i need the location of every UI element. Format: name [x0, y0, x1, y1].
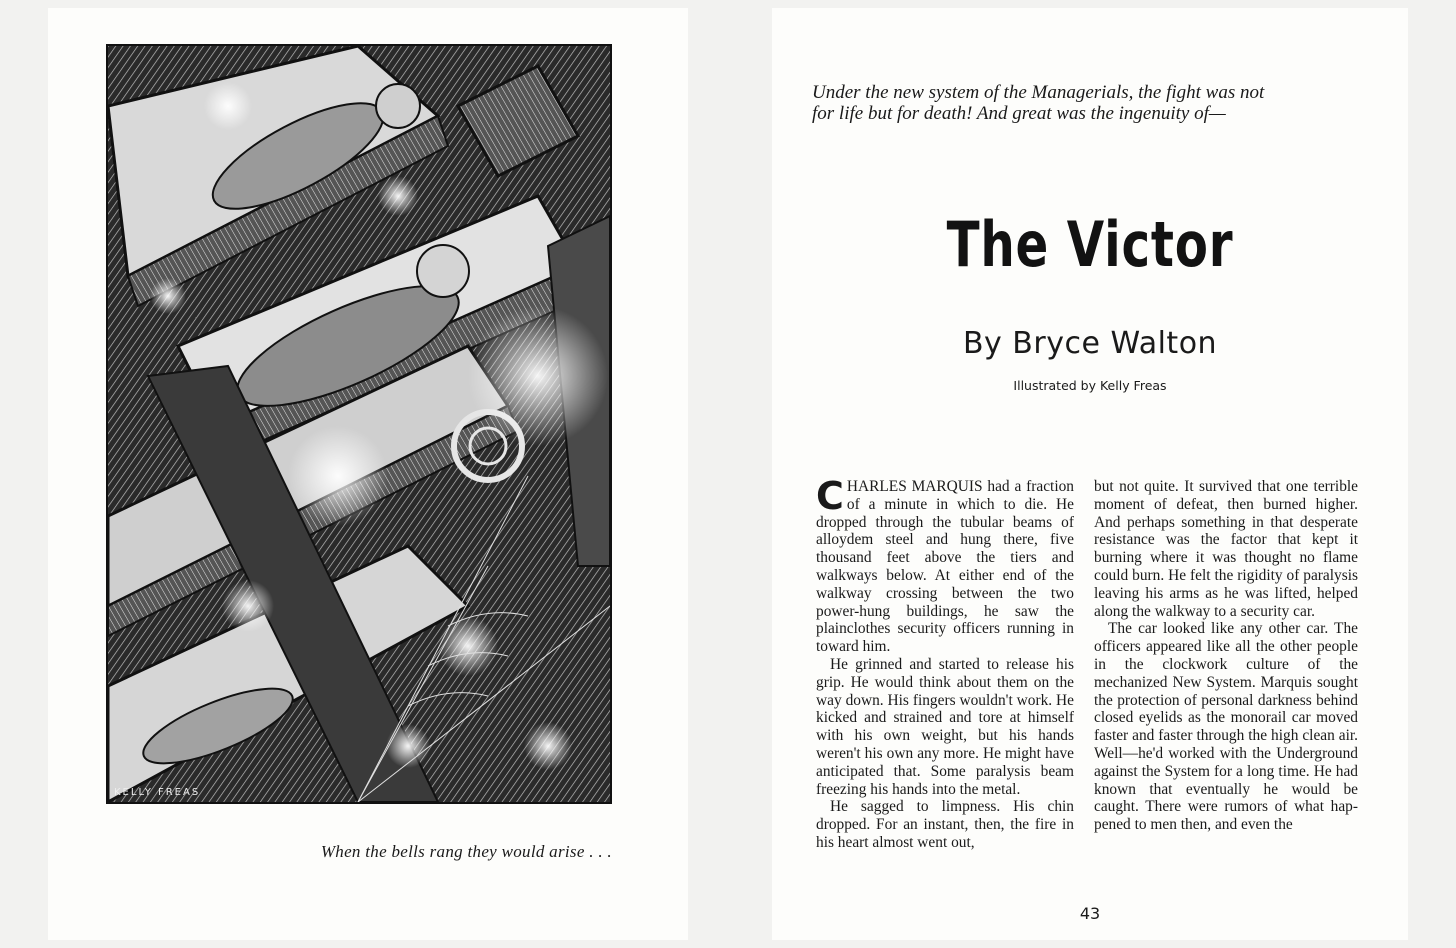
text-column-2 — [1094, 478, 1358, 834]
story-title: The Victor — [946, 208, 1234, 281]
paragraph-1 — [816, 474, 1074, 656]
paragraph-4: but not quite. It survived that one terrible moment of defeat, then burned higher. And perhaps something in that desperate resistance was the factor that kept it burning where it was thought no flame could burn. He felt the rigidity of paralysis leaving his arms as he was lifted, helped along the walkway to a security car. — [1094, 478, 1358, 620]
illustration-artwork — [108, 46, 610, 802]
paragraph-1-text: HARLES MARQUIS had a fraction of a minute in which to die. He dropped through the tubular beams of alloydem steel and hung there, five thousand feet above the tiers and walkways below. At either end of the walkway crossing between the two power-hung buildings, he saw the plainclothes security officers running in toward him. — [816, 478, 1074, 656]
text-column-1 — [816, 474, 1074, 852]
drop-cap: C — [816, 474, 844, 518]
illustration-caption: When the bells rang they would arise . . . — [320, 842, 612, 861]
paragraph-3: He sagged to limpness. His chin dropped. For an instant, then, the fire in his heart almost went out, — [816, 798, 1074, 851]
story-illustration — [106, 44, 612, 804]
artist-signature: KELLY FREAS — [114, 787, 201, 798]
paragraph-2: He grinned and started to release his grip. He would think about them on the way down. His fingers wouldn't work. He kicked and strained and tore at himself with his own weight, but his hands weren't his own any more. He might have anticipated that. Some paralysis beam freezing his hands into the metal. — [816, 655, 1074, 798]
right-page — [772, 8, 1408, 940]
page-number: 43 — [1079, 904, 1101, 923]
illustrator-credit: Illustrated by Kelly Freas — [1013, 378, 1167, 393]
paragraph-5: The car looked like any other car. The officers appeared like all the other people in the clockwork culture of the mechanized New System. Marquis sought the protection of personal darkness behind closed eyelids as the monorail car moved faster and faster through the high clean air. Well—he'd worked with the Underground against the System for a long time. He had known that eventually he would be caught. There were rumors of what happened to men then, and even the — [1094, 620, 1358, 834]
author-byline: By Bryce Walton — [962, 326, 1218, 361]
left-page — [48, 8, 688, 940]
story-teaser: Under the new system of the Managerials, the fight was not for life but for death! And great was the ingenuity of— — [812, 82, 1265, 124]
